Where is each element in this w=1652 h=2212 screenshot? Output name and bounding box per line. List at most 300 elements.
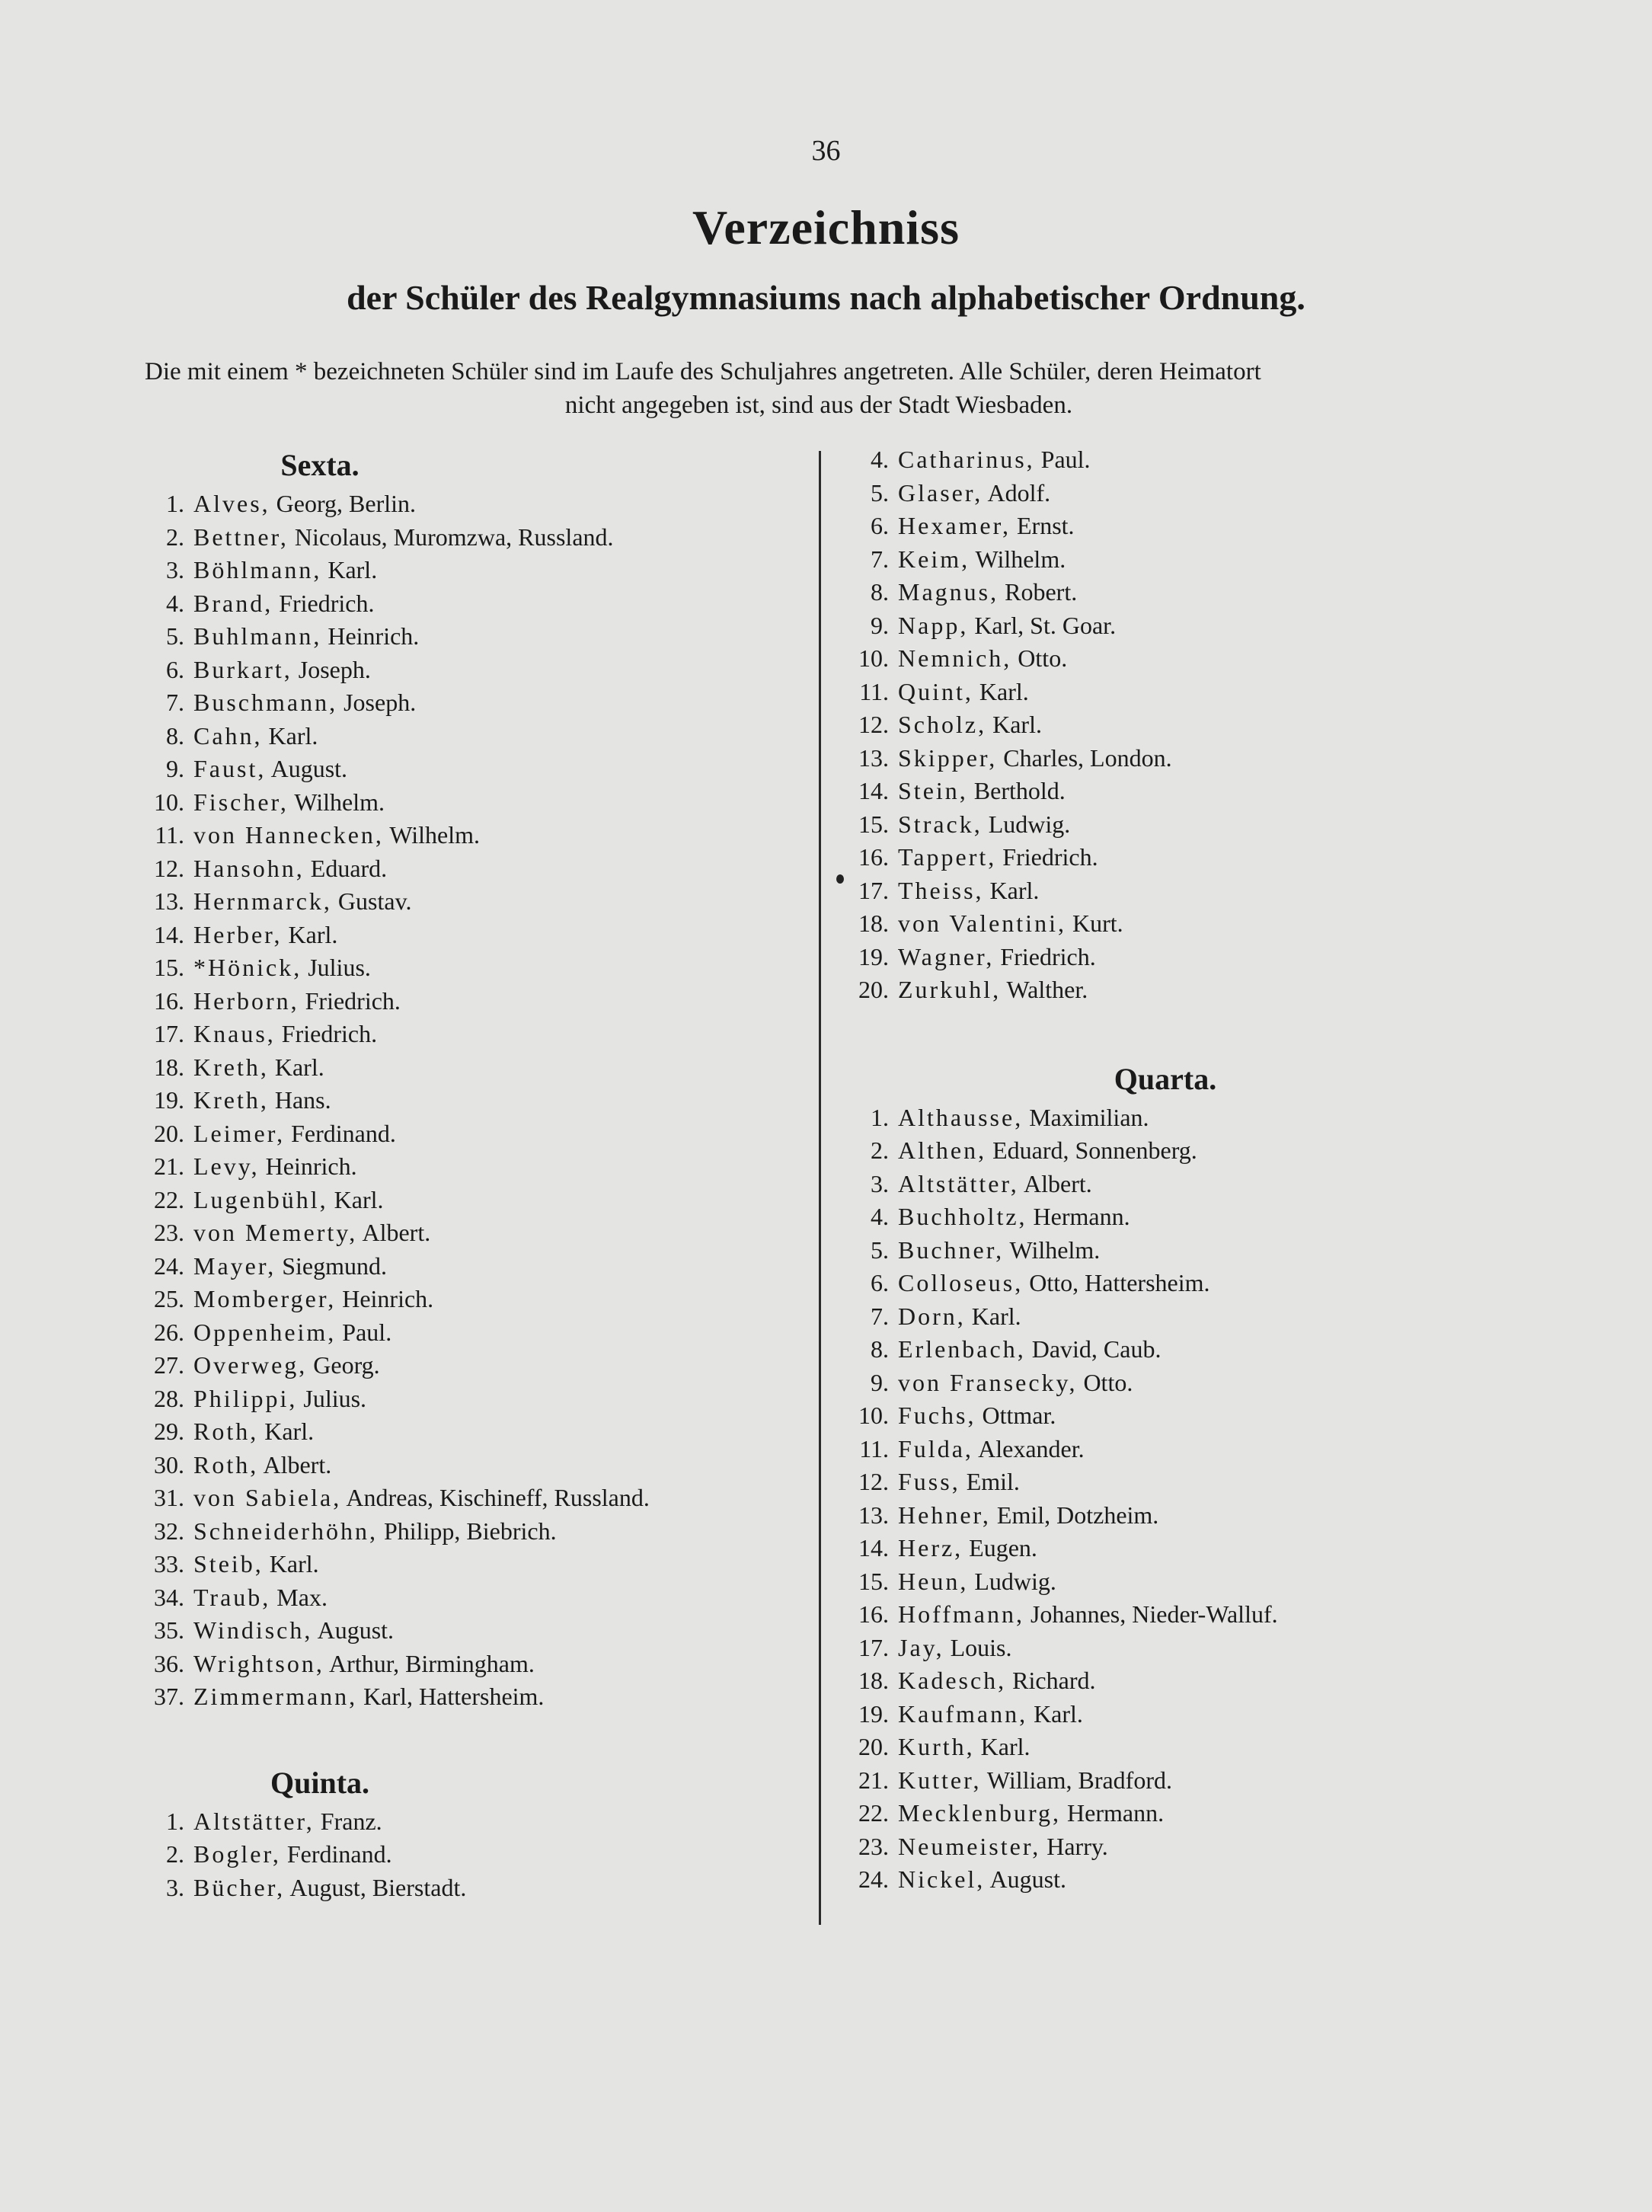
entry-number: 10. [154,788,184,816]
entry-number: 14. [154,920,184,948]
student-entry [849,1399,1519,1433]
student-entry [145,1117,800,1151]
entry-number: 28. [154,1384,184,1412]
student-entry [145,1051,800,1085]
student-entry [145,1614,800,1648]
entry-number: 37. [154,1683,184,1710]
student-details: William, Bradford. [981,1766,1172,1794]
intro-note-line-2: nicht angegeben ist, sind aus der Stadt Wiesbaden. [564,392,1073,419]
student-entry [849,775,1519,808]
student-entry [145,620,800,654]
student-details: Karl. [263,1550,319,1577]
student-surname: Fulda, [898,1434,973,1462]
student-surname: Strack, [898,810,983,838]
student-entry [145,1382,800,1416]
student-entry [849,1168,1519,1201]
student-surname: Buhlmann, [193,622,322,650]
entry-number: 6. [871,512,889,539]
student-entry [849,1367,1519,1400]
entry-number: 3. [871,1169,889,1197]
student-details: August, Bierstadt. [285,1873,467,1901]
student-surname: Althausse, [898,1103,1024,1131]
page-title: Verzeichniss [692,200,960,254]
student-surname: Alves, [193,490,270,517]
student-details: August. [312,1616,395,1644]
entry-number: 12. [154,854,184,882]
student-details: Karl. [983,876,1040,904]
entry-number: 34. [154,1583,184,1611]
student-details: Karl, Hattersheim. [357,1683,545,1710]
entry-number: 5. [871,1235,889,1264]
student-entry [145,753,800,786]
student-surname: Roth, [193,1450,259,1478]
student-surname: Hehner, [898,1501,991,1529]
student-details: Andreas, Kischineff, Russland. [341,1484,650,1511]
left-column [145,443,800,1904]
student-surname: Overweg, [193,1351,308,1379]
student-surname: Burkart, [193,655,292,683]
entry-number: 2. [166,523,184,551]
student-entry [145,1449,800,1482]
student-surname: Philippi, [193,1384,298,1412]
student-details: Robert. [999,578,1078,606]
student-entry [145,1283,800,1316]
student-surname: Brand, [193,589,273,617]
entry-number: 31. [154,1484,184,1511]
student-surname: Kutter, [898,1766,982,1794]
student-surname: Altstätter, [898,1169,1019,1197]
student-details: Gustav. [331,887,412,915]
entry-number: 15. [858,1567,889,1595]
student-surname: Colloseus, [898,1269,1024,1296]
student-surname: Wagner, [898,942,995,970]
entry-number: 18. [858,1667,889,1694]
entry-number: 17. [858,876,889,904]
student-details: Karl. [262,721,318,750]
student-surname: Cahn, [193,721,263,750]
student-entry [849,1466,1519,1499]
student-surname: Skipper, [898,743,998,772]
student-entry [145,654,800,687]
entry-number: 3. [166,556,184,583]
student-surname: Böhlmann, [193,556,322,583]
student-surname: Catharinus, [898,446,1035,473]
sexta-list [145,487,800,1714]
entry-number: 30. [154,1450,184,1478]
entry-number: 36. [154,1649,184,1677]
student-entry [145,1216,800,1250]
entry-number: 12. [858,711,889,738]
student-entry [849,1101,1519,1135]
student-details: August. [985,1865,1066,1893]
student-surname: Traub, [193,1583,271,1611]
entry-number: 10. [858,644,889,672]
student-surname: von Memerty, [193,1219,358,1246]
entry-number: 35. [154,1616,184,1644]
student-details: Friedrich. [299,986,401,1015]
student-details: Friedrich. [994,942,1096,970]
student-details: Otto. [1011,644,1068,672]
student-surname: Steib, [193,1550,264,1577]
student-surname: Levy, [193,1152,260,1180]
student-surname: Magnus, [898,578,999,606]
page-number: 36 [811,135,841,167]
student-surname: Oppenheim, [193,1318,337,1346]
student-entry [145,1838,800,1872]
student-surname: Bücher, [193,1873,286,1901]
student-details: Otto, Hattersheim. [1023,1269,1210,1296]
student-entry [145,1415,800,1449]
student-entry [145,1084,800,1117]
student-entry [849,1300,1519,1334]
student-surname: Fuchs, [898,1402,976,1429]
student-details: Max. [270,1583,328,1611]
quinta-list-part-2 [849,443,1519,1007]
student-details: Harry. [1040,1832,1108,1860]
student-surname: Kadesch, [898,1667,1007,1694]
entry-number: 18. [154,1053,184,1081]
student-details: Karl. [974,1733,1031,1760]
student-entry [145,1648,800,1681]
entry-number: 4. [166,589,184,617]
student-entry [849,576,1519,609]
student-details: Arthur, Birmingham. [324,1649,535,1677]
student-surname: Stein, [898,777,968,804]
quinta-heading: Quinta. [270,1765,370,1800]
student-surname: Hexamer, [898,512,1011,539]
student-details: Albert. [357,1219,431,1246]
student-entry [849,1565,1519,1599]
entry-number: 15. [858,810,889,838]
student-details: Nicolaus, Muromzwa, Russland. [288,523,614,551]
entry-number: 14. [858,777,889,804]
student-entry [145,1581,800,1615]
student-entry [849,808,1519,842]
student-entry [849,874,1519,908]
student-details: Maximilian. [1023,1103,1149,1131]
student-surname: Herborn, [193,986,299,1015]
page-subtitle: der Schüler des Realgymnasiums nach alphabetischer Ordnung. [347,278,1305,317]
student-details: Richard. [1006,1667,1096,1694]
student-entry [145,786,800,820]
entry-number: 13. [154,887,184,915]
student-details: Karl. [986,711,1042,738]
entry-number: 7. [871,545,889,573]
student-entry [849,1598,1519,1632]
entry-number: 15. [154,954,184,981]
student-details: Joseph. [337,689,417,716]
student-details: Albert. [258,1450,332,1478]
student-surname: Glaser, [898,478,983,507]
student-surname: von Sabiela, [193,1484,342,1511]
student-surname: Nemnich, [898,644,1012,672]
student-surname: Hernmarck, [193,887,332,915]
student-details: August. [266,755,348,782]
student-entry [849,609,1519,643]
student-surname: Leimer, [193,1119,286,1147]
student-details: Wilhelm. [970,545,1066,573]
student-surname: Altstätter, [193,1807,315,1835]
entry-number: 20. [858,1733,889,1760]
student-details: Karl. [268,1053,324,1081]
student-details: Karl. [282,920,338,948]
entry-number: 6. [871,1269,889,1296]
student-entry [849,1433,1519,1466]
student-entry [145,1184,800,1217]
entry-number: 16. [154,986,184,1015]
student-surname: Zimmermann, [193,1683,358,1710]
student-entry [849,676,1519,709]
student-details: Walther. [1001,976,1088,1003]
student-surname: Zurkuhl, [898,976,1002,1003]
student-details: Karl. [321,556,378,583]
student-details: Wilhelm. [1004,1235,1101,1264]
entry-number: 2. [166,1840,184,1868]
student-entry [849,1764,1519,1798]
student-entry [849,510,1519,543]
entry-number: 33. [154,1550,184,1577]
student-surname: Tappert, [898,843,997,871]
student-surname: Mecklenburg, [898,1799,1062,1827]
student-entry [849,1234,1519,1267]
student-details: Louis. [944,1633,1012,1661]
student-entry [849,1134,1519,1168]
student-entry [145,720,800,753]
student-details: Karl. [973,677,1029,705]
student-surname: Kreth, [193,1053,269,1081]
student-details: Paul. [1034,446,1091,473]
entry-number: 10. [858,1402,889,1429]
entry-number: 16. [858,843,889,871]
student-details: Berthold. [967,777,1066,804]
sexta-heading: Sexta. [280,448,359,482]
student-entry [849,1731,1519,1764]
entry-number: 18. [858,909,889,937]
student-details: Karl. [258,1418,315,1445]
student-entry [849,543,1519,577]
student-entry [145,487,800,521]
student-surname: Napp, [898,611,969,639]
student-entry [145,554,800,587]
entry-number: 16. [858,1600,889,1628]
student-details: Albert. [1018,1169,1092,1197]
student-entry [849,1632,1519,1665]
student-entry [849,1698,1519,1731]
entry-number: 22. [154,1185,184,1213]
entry-number: 22. [858,1799,889,1827]
student-surname: Kaufmann, [898,1699,1028,1728]
student-details: Julius. [302,954,371,981]
entry-number: 4. [871,446,889,473]
entry-number: 3. [166,1873,184,1901]
entry-number: 8. [871,1335,889,1363]
student-details: Georg. [307,1351,380,1379]
student-surname: Jay, [898,1633,944,1661]
student-details: Adolf. [983,478,1051,507]
student-surname: Faust, [193,755,267,782]
student-details: Charles, London. [997,743,1172,772]
student-surname: Kreth, [193,1086,269,1114]
student-surname: Schneiderhöhn, [193,1517,378,1545]
student-details: Hermann. [1061,1799,1165,1827]
student-surname: Althen, [898,1136,987,1164]
student-details: Karl. [328,1185,384,1213]
entry-number: 24. [858,1865,889,1893]
student-entry [849,443,1519,477]
student-entry [849,708,1519,742]
student-details: Kurt. [1066,909,1123,937]
student-details: Philipp, Biebrich. [377,1517,557,1545]
student-entry [145,1680,800,1714]
student-details: Paul. [336,1318,392,1346]
entry-number: 14. [858,1534,889,1562]
entry-number: 13. [858,1501,889,1529]
student-entry [145,1018,800,1051]
entry-number: 17. [154,1020,184,1047]
entry-number: 21. [858,1766,889,1794]
student-entry [849,1797,1519,1830]
student-surname: Keim, [898,545,970,573]
student-details: Heinrich. [336,1285,434,1312]
student-details: Hans. [268,1086,331,1114]
student-details: Ferdinand. [285,1119,396,1147]
entry-number: 11. [155,821,184,849]
student-surname: Wrightson, [193,1649,324,1677]
student-entry [849,477,1519,510]
entry-number: 23. [154,1219,184,1246]
student-details: Johannes, Nieder-Walluf. [1024,1600,1278,1628]
student-details: Friedrich. [996,843,1098,871]
student-entry [145,521,800,555]
student-surname: Fuss, [898,1468,960,1495]
student-surname: Buchholtz, [898,1203,1027,1230]
student-entry [145,686,800,720]
student-surname: Nickel, [898,1865,986,1893]
entry-number: 25. [154,1285,184,1312]
entry-number: 20. [154,1119,184,1147]
student-surname: Bettner, [193,523,289,551]
entry-number: 23. [858,1832,889,1860]
entry-number: 9. [871,611,889,639]
student-surname: Heun, [898,1567,969,1595]
student-entry [145,951,800,985]
student-details: Siegmund. [276,1251,388,1280]
entry-number: 1. [166,490,184,517]
student-details: David, Caub. [1025,1335,1162,1363]
entry-number: 7. [871,1302,889,1330]
entry-number: 12. [858,1468,889,1495]
student-details: Karl, St. Goar. [968,611,1117,639]
student-entry [849,642,1519,676]
student-surname: Herz, [898,1534,963,1562]
student-surname: Scholz, [898,711,987,738]
entry-number: 8. [166,721,184,750]
student-surname: von Fransecky, [898,1368,1078,1396]
student-details: Heinrich. [321,622,420,650]
student-surname: Windisch, [193,1616,313,1644]
student-details: Eduard, Sonnenberg. [986,1136,1197,1164]
entry-number: 21. [154,1152,184,1180]
student-entry [145,1150,800,1184]
student-entry [145,919,800,952]
student-details: Emil. [960,1468,1020,1495]
column-divider [819,451,821,1925]
student-details: Georg, Berlin. [270,490,417,517]
entry-number: 13. [858,743,889,772]
student-surname: Buschmann, [193,689,338,716]
student-entry [145,1250,800,1283]
student-surname: Momberger, [193,1285,337,1312]
entry-number: 11. [859,1434,889,1462]
student-details: Karl. [965,1302,1021,1330]
student-entry [849,1830,1519,1864]
entry-number: 1. [166,1807,184,1835]
student-surname: Dorn, [898,1302,966,1330]
student-entry [849,973,1519,1007]
student-entry [145,1805,800,1839]
student-entry [145,1548,800,1581]
entry-number: 19. [858,942,889,970]
intro-note-line-1: Die mit einem * bezeichneten Schüler sind im Laufe des Schuljahres angetreten. Alle Schüler, deren Heimatort [145,358,1261,385]
quarta-heading: Quarta. [1114,1061,1217,1096]
student-surname: Roth, [193,1418,259,1445]
student-details: Eugen. [963,1534,1037,1562]
student-entry [849,1863,1519,1897]
student-surname: Knaus, [193,1020,276,1047]
student-details: Franz. [314,1807,382,1835]
student-details: Alexander. [973,1434,1085,1462]
student-surname: *Hönick, [193,954,302,981]
student-surname: von Hannecken, [193,821,384,849]
student-details: Karl. [1027,1699,1083,1728]
student-details: Wilhelm. [383,821,481,849]
student-details: Julius. [297,1384,367,1412]
student-entry [145,587,800,621]
student-details: Ottmar. [976,1402,1056,1429]
entry-number: 8. [871,578,889,606]
entry-number: 19. [858,1699,889,1728]
entry-number: 5. [871,478,889,507]
entry-number: 6. [166,655,184,683]
student-details: Ludwig. [968,1567,1056,1595]
entry-number: 17. [858,1633,889,1661]
entry-number: 7. [166,689,184,716]
student-details: Joseph. [292,655,371,683]
student-entry [849,1532,1519,1565]
student-surname: Theiss, [898,876,984,904]
student-details: Heinrich. [259,1152,357,1180]
student-entry [145,1316,800,1350]
entry-number: 4. [871,1203,889,1230]
student-entry [145,1482,800,1515]
student-details: Eduard. [304,854,388,882]
student-entry [849,1664,1519,1698]
entry-number: 24. [154,1251,184,1280]
student-surname: Herber, [193,920,283,948]
student-entry [849,1499,1519,1533]
intro-note [145,355,1493,422]
entry-number: 11. [859,677,889,705]
student-entry [849,742,1519,775]
student-details: Ludwig. [982,810,1071,838]
entry-number: 2. [871,1136,889,1164]
student-surname: Fischer, [193,788,289,816]
student-details: Emil, Dotzheim. [990,1501,1159,1529]
entry-number: 27. [154,1351,184,1379]
student-surname: Hoffmann, [898,1600,1024,1628]
student-details: Otto. [1077,1368,1133,1396]
student-entry [849,907,1519,941]
